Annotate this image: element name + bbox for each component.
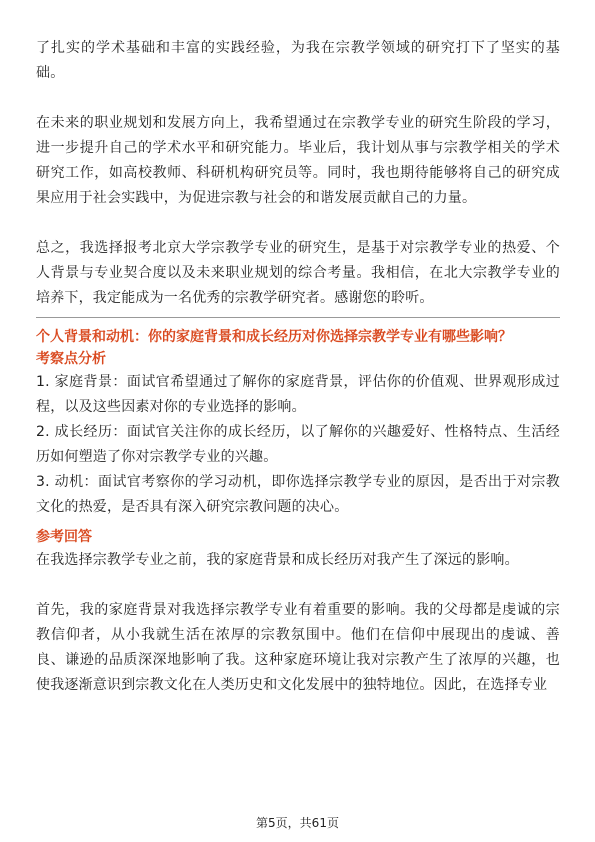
analysis-item-3: 3. 动机：面试官考察你的学习动机，即你选择宗教学专业的原因，是否出于对宗教文化的热爱，是否具有深入研究宗教问题的决心。 [36, 474, 560, 515]
page-content [36, 36, 560, 698]
answer-paragraph-1: 在我选择宗教学专业之前，我的家庭背景和成长经历对我产生了深远的影响。 [36, 552, 519, 568]
analysis-title: 考察点分析 [36, 351, 106, 367]
answer-paragraph-2: 首先，我的家庭背景对我选择宗教学专业有着重要的影响。我的父母都是虔诚的宗教信仰者，从小我就生活在浓厚的宗教氛围中。他们在信仰中展现出的虔诚、善良、谦逊的品质深深地影响了我。这种家庭环境让我对宗教产生了浓厚的兴趣，也使我逐渐意识到宗教文化在人类历史和文化发展中的独特地位。因此，在选择专业 [36, 602, 560, 693]
intro-paragraph-2: 在未来的职业规划和发展方向上，我希望通过在宗教学专业的研究生阶段的学习，进一步提升自己的学术水平和研究能力。毕业后，我计划从事与宗教学相关的学术研究工作，如高校教师、科研机构研究员等。同时，我也期待能够将自己的研究成果应用于社会实践中，为促进宗教与社会的和谐发展贡献自己的力量。 [36, 115, 560, 206]
intro-paragraph-1: 了扎实的学术基础和丰富的实践经验，为我在宗教学领域的研究打下了坚实的基础。 [36, 40, 560, 81]
answer-title: 参考回答 [36, 529, 92, 545]
section-divider [36, 317, 560, 318]
analysis-item-2: 2. 成长经历：面试官关注你的成长经历，以了解你的兴趣爱好、性格特点、生活经历如何塑造了你对宗教学专业的兴趣。 [36, 424, 560, 465]
intro-paragraph-3: 总之，我选择报考北京大学宗教学专业的研究生，是基于对宗教学专业的热爱、个人背景与专业契合度以及未来职业规划的综合考量。我相信，在北大宗教学专业的培养下，我定能成为一名优秀的宗教学研究者。感谢您的聆听。 [36, 240, 560, 306]
page-footer: 第5页，共61页 [256, 816, 339, 830]
analysis-item-1: 1. 家庭背景：面试官希望通过了解你的家庭背景，评估你的价值观、世界观形成过程，以及这些因素对你的专业选择的影响。 [36, 374, 560, 415]
question-heading: 个人背景和动机：你的家庭背景和成长经历对你选择宗教学专业有哪些影响？ [36, 329, 512, 345]
